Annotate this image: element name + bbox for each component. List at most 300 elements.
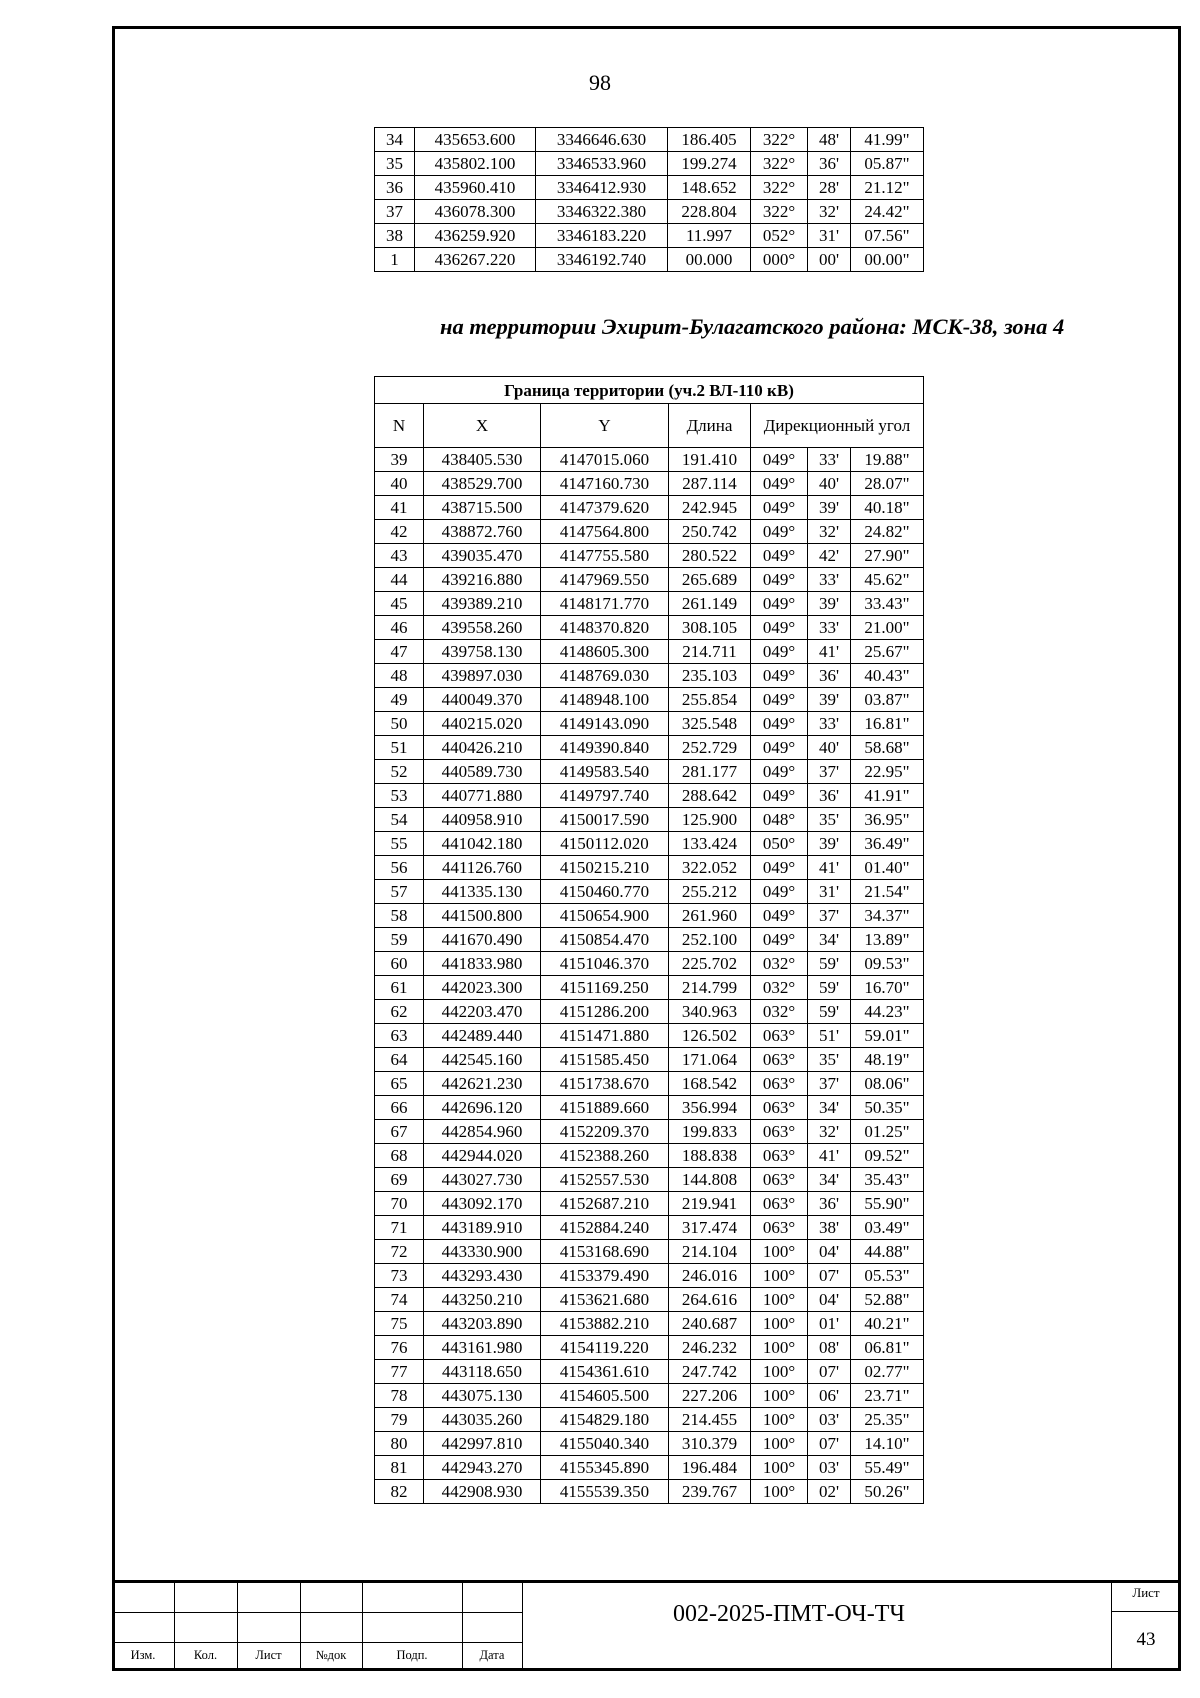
angle-minutes-cell: 59' [808, 1000, 851, 1024]
angle-degrees-cell: 100° [751, 1432, 808, 1456]
y-coordinate-cell: 4149583.540 [541, 760, 669, 784]
y-coordinate-cell: 4149797.740 [541, 784, 669, 808]
coordinates-table-continued [374, 127, 924, 272]
y-coordinate-cell: 4150017.590 [541, 808, 669, 832]
y-coordinate-cell: 4153379.490 [541, 1264, 669, 1288]
angle-seconds-cell: 55.90" [851, 1192, 924, 1216]
angle-seconds-cell: 25.67" [851, 640, 924, 664]
point-number-cell: 56 [375, 856, 424, 880]
length-cell: 252.729 [669, 736, 751, 760]
angle-seconds-cell: 25.35" [851, 1408, 924, 1432]
stamp-label-change: Изм. [130, 1648, 156, 1662]
table-row [375, 1432, 924, 1456]
header-n: N [375, 404, 424, 448]
length-cell: 11.997 [668, 224, 751, 248]
table-row [375, 808, 924, 832]
point-number-cell: 35 [375, 152, 415, 176]
length-cell: 340.963 [669, 1000, 751, 1024]
length-cell: 199.274 [668, 152, 751, 176]
y-coordinate-cell: 4155040.340 [541, 1432, 669, 1456]
table-row [375, 1408, 924, 1432]
angle-seconds-cell: 19.88" [851, 448, 924, 472]
y-coordinate-cell: 4153621.680 [541, 1288, 669, 1312]
angle-degrees-cell: 063° [751, 1216, 808, 1240]
length-cell: 265.689 [669, 568, 751, 592]
x-coordinate-cell: 443075.130 [424, 1384, 541, 1408]
angle-degrees-cell: 049° [751, 904, 808, 928]
length-cell: 308.105 [669, 616, 751, 640]
point-number-cell: 74 [375, 1288, 424, 1312]
table-row [375, 1000, 924, 1024]
table-row [375, 1336, 924, 1360]
angle-minutes-cell: 32' [808, 200, 851, 224]
table-row [375, 248, 924, 272]
y-coordinate-cell: 4154361.610 [541, 1360, 669, 1384]
angle-minutes-cell: 36' [808, 152, 851, 176]
angle-seconds-cell: 52.88" [851, 1288, 924, 1312]
x-coordinate-cell: 439758.130 [424, 640, 541, 664]
angle-degrees-cell: 049° [751, 736, 808, 760]
angle-degrees-cell: 063° [751, 1096, 808, 1120]
length-cell: 133.424 [669, 832, 751, 856]
angle-seconds-cell: 50.26" [851, 1480, 924, 1504]
point-number-cell: 62 [375, 1000, 424, 1024]
y-coordinate-cell: 4151286.200 [541, 1000, 669, 1024]
y-coordinate-cell: 4155345.890 [541, 1456, 669, 1480]
y-coordinate-cell: 4148769.030 [541, 664, 669, 688]
point-number-cell: 71 [375, 1216, 424, 1240]
length-cell: 287.114 [669, 472, 751, 496]
angle-minutes-cell: 36' [808, 664, 851, 688]
angle-seconds-cell: 21.00" [851, 616, 924, 640]
y-coordinate-cell: 4151471.880 [541, 1024, 669, 1048]
angle-degrees-cell: 049° [751, 592, 808, 616]
angle-minutes-cell: 34' [808, 1168, 851, 1192]
angle-degrees-cell: 049° [751, 760, 808, 784]
table-row [375, 520, 924, 544]
point-number-cell: 52 [375, 760, 424, 784]
point-number-cell: 59 [375, 928, 424, 952]
x-coordinate-cell: 441335.130 [424, 880, 541, 904]
angle-minutes-cell: 28' [808, 176, 851, 200]
table-row [375, 1192, 924, 1216]
length-cell: 196.484 [669, 1456, 751, 1480]
x-coordinate-cell: 442944.020 [424, 1144, 541, 1168]
x-coordinate-cell: 443027.730 [424, 1168, 541, 1192]
y-coordinate-cell: 4153882.210 [541, 1312, 669, 1336]
angle-minutes-cell: 07' [808, 1432, 851, 1456]
x-coordinate-cell: 442997.810 [424, 1432, 541, 1456]
point-number-cell: 65 [375, 1072, 424, 1096]
angle-degrees-cell: 049° [751, 520, 808, 544]
x-coordinate-cell: 438715.500 [424, 496, 541, 520]
length-cell: 252.100 [669, 928, 751, 952]
angle-degrees-cell: 100° [751, 1384, 808, 1408]
document-code: 002-2025-ПМТ-ОЧ-ТЧ [673, 1601, 905, 1627]
point-number-cell: 67 [375, 1120, 424, 1144]
table-row [375, 928, 924, 952]
x-coordinate-cell: 442545.160 [424, 1048, 541, 1072]
x-coordinate-cell: 442489.440 [424, 1024, 541, 1048]
length-cell: 00.000 [668, 248, 751, 272]
angle-seconds-cell: 01.40" [851, 856, 924, 880]
table-row [375, 832, 924, 856]
table-row [375, 1480, 924, 1504]
y-coordinate-cell: 4150654.900 [541, 904, 669, 928]
sheet-number: 43 [1136, 1629, 1156, 1650]
length-cell: 322.052 [669, 856, 751, 880]
y-coordinate-cell: 4152388.260 [541, 1144, 669, 1168]
angle-minutes-cell: 02' [808, 1480, 851, 1504]
table-row [375, 1288, 924, 1312]
y-coordinate-cell: 4148370.820 [541, 616, 669, 640]
table-row [375, 952, 924, 976]
x-coordinate-cell: 441833.980 [424, 952, 541, 976]
angle-minutes-cell: 35' [808, 1048, 851, 1072]
angle-seconds-cell: 24.42" [851, 200, 924, 224]
angle-minutes-cell: 03' [808, 1456, 851, 1480]
x-coordinate-cell: 439216.880 [424, 568, 541, 592]
table-row [375, 472, 924, 496]
point-number-cell: 43 [375, 544, 424, 568]
point-number-cell: 45 [375, 592, 424, 616]
angle-minutes-cell: 40' [808, 472, 851, 496]
angle-seconds-cell: 03.87" [851, 688, 924, 712]
angle-minutes-cell: 04' [808, 1240, 851, 1264]
angle-seconds-cell: 28.07" [851, 472, 924, 496]
table-row [375, 1216, 924, 1240]
angle-seconds-cell: 45.62" [851, 568, 924, 592]
length-cell: 280.522 [669, 544, 751, 568]
angle-minutes-cell: 59' [808, 952, 851, 976]
angle-seconds-cell: 23.71" [851, 1384, 924, 1408]
angle-seconds-cell: 00.00" [851, 248, 924, 272]
angle-minutes-cell: 34' [808, 928, 851, 952]
length-cell: 219.941 [669, 1192, 751, 1216]
x-coordinate-cell: 442908.930 [424, 1480, 541, 1504]
y-coordinate-cell: 4152557.530 [541, 1168, 669, 1192]
stamp-rule [1111, 1611, 1181, 1612]
table-row [375, 640, 924, 664]
point-number-cell: 34 [375, 128, 415, 152]
table-row [375, 1024, 924, 1048]
angle-minutes-cell: 51' [808, 1024, 851, 1048]
angle-minutes-cell: 37' [808, 1072, 851, 1096]
x-coordinate-cell: 443293.430 [424, 1264, 541, 1288]
angle-seconds-cell: 06.81" [851, 1336, 924, 1360]
angle-seconds-cell: 55.49" [851, 1456, 924, 1480]
angle-seconds-cell: 27.90" [851, 544, 924, 568]
point-number-cell: 50 [375, 712, 424, 736]
table-row [375, 1048, 924, 1072]
length-cell: 214.711 [669, 640, 751, 664]
length-cell: 325.548 [669, 712, 751, 736]
y-coordinate-cell: 4150854.470 [541, 928, 669, 952]
angle-degrees-cell: 032° [751, 952, 808, 976]
angle-minutes-cell: 48' [808, 128, 851, 152]
angle-degrees-cell: 322° [751, 152, 808, 176]
angle-degrees-cell: 063° [751, 1072, 808, 1096]
length-cell: 264.616 [669, 1288, 751, 1312]
table-row [375, 176, 924, 200]
point-number-cell: 80 [375, 1432, 424, 1456]
angle-minutes-cell: 00' [808, 248, 851, 272]
angle-seconds-cell: 05.53" [851, 1264, 924, 1288]
point-number-cell: 64 [375, 1048, 424, 1072]
stamp-label-date: Дата [479, 1648, 505, 1662]
header-direction-angle: Дирекционный угол [751, 404, 924, 448]
length-cell: 261.960 [669, 904, 751, 928]
angle-degrees-cell: 100° [751, 1336, 808, 1360]
table-row [375, 200, 924, 224]
x-coordinate-cell: 443189.910 [424, 1216, 541, 1240]
stamp-label-doc-number: №док [315, 1648, 347, 1662]
y-coordinate-cell: 4154119.220 [541, 1336, 669, 1360]
y-coordinate-cell: 4151889.660 [541, 1096, 669, 1120]
angle-seconds-cell: 16.70" [851, 976, 924, 1000]
point-number-cell: 49 [375, 688, 424, 712]
point-number-cell: 75 [375, 1312, 424, 1336]
table-row [375, 1360, 924, 1384]
angle-degrees-cell: 049° [751, 856, 808, 880]
length-cell: 255.854 [669, 688, 751, 712]
y-coordinate-cell: 4147969.550 [541, 568, 669, 592]
angle-degrees-cell: 100° [751, 1240, 808, 1264]
angle-degrees-cell: 063° [751, 1048, 808, 1072]
y-coordinate-cell: 4154605.500 [541, 1384, 669, 1408]
length-cell: 240.687 [669, 1312, 751, 1336]
point-number-cell: 73 [375, 1264, 424, 1288]
point-number-cell: 1 [375, 248, 415, 272]
x-coordinate-cell: 443035.260 [424, 1408, 541, 1432]
point-number-cell: 39 [375, 448, 424, 472]
angle-minutes-cell: 40' [808, 736, 851, 760]
angle-minutes-cell: 32' [808, 1120, 851, 1144]
length-cell: 310.379 [669, 1432, 751, 1456]
angle-degrees-cell: 049° [751, 688, 808, 712]
header-x: X [424, 404, 541, 448]
x-coordinate-cell: 435802.100 [415, 152, 536, 176]
angle-seconds-cell: 09.53" [851, 952, 924, 976]
x-coordinate-cell: 436078.300 [415, 200, 536, 224]
angle-seconds-cell: 40.21" [851, 1312, 924, 1336]
angle-degrees-cell: 048° [751, 808, 808, 832]
angle-minutes-cell: 34' [808, 1096, 851, 1120]
angle-minutes-cell: 04' [808, 1288, 851, 1312]
table-row [375, 1120, 924, 1144]
angle-seconds-cell: 07.56" [851, 224, 924, 248]
x-coordinate-cell: 435653.600 [415, 128, 536, 152]
angle-degrees-cell: 049° [751, 568, 808, 592]
angle-degrees-cell: 100° [751, 1360, 808, 1384]
angle-minutes-cell: 08' [808, 1336, 851, 1360]
angle-minutes-cell: 39' [808, 592, 851, 616]
angle-degrees-cell: 032° [751, 976, 808, 1000]
table-row [375, 976, 924, 1000]
angle-minutes-cell: 39' [808, 688, 851, 712]
point-number-cell: 57 [375, 880, 424, 904]
angle-degrees-cell: 322° [751, 176, 808, 200]
header-y: Y [541, 404, 669, 448]
angle-degrees-cell: 063° [751, 1144, 808, 1168]
stamp-rule [112, 1612, 522, 1613]
angle-minutes-cell: 59' [808, 976, 851, 1000]
y-coordinate-cell: 3346192.740 [536, 248, 668, 272]
y-coordinate-cell: 4150215.210 [541, 856, 669, 880]
sheet-label: Лист [1132, 1585, 1160, 1600]
angle-seconds-cell: 03.49" [851, 1216, 924, 1240]
angle-seconds-cell: 21.12" [851, 176, 924, 200]
x-coordinate-cell: 440958.910 [424, 808, 541, 832]
stamp-label-quantity: Кол. [193, 1648, 218, 1662]
length-cell: 148.652 [668, 176, 751, 200]
y-coordinate-cell: 4151046.370 [541, 952, 669, 976]
x-coordinate-cell: 443330.900 [424, 1240, 541, 1264]
table-row [375, 880, 924, 904]
angle-minutes-cell: 39' [808, 496, 851, 520]
x-coordinate-cell: 440589.730 [424, 760, 541, 784]
table-row [375, 1168, 924, 1192]
point-number-cell: 78 [375, 1384, 424, 1408]
point-number-cell: 76 [375, 1336, 424, 1360]
stamp-rule [112, 1642, 522, 1643]
angle-degrees-cell: 100° [751, 1264, 808, 1288]
x-coordinate-cell: 435960.410 [415, 176, 536, 200]
point-number-cell: 46 [375, 616, 424, 640]
title-block [112, 1580, 1181, 1671]
table-row [375, 592, 924, 616]
angle-seconds-cell: 40.18" [851, 496, 924, 520]
table-row [375, 544, 924, 568]
point-number-cell: 68 [375, 1144, 424, 1168]
length-cell: 247.742 [669, 1360, 751, 1384]
y-coordinate-cell: 4150460.770 [541, 880, 669, 904]
table-row [375, 448, 924, 472]
x-coordinate-cell: 440426.210 [424, 736, 541, 760]
table-row [375, 152, 924, 176]
y-coordinate-cell: 4148948.100 [541, 688, 669, 712]
stamp-label-signature: Подп. [396, 1648, 428, 1662]
point-number-cell: 72 [375, 1240, 424, 1264]
y-coordinate-cell: 3346533.960 [536, 152, 668, 176]
length-cell: 225.702 [669, 952, 751, 976]
angle-degrees-cell: 049° [751, 616, 808, 640]
table-row [375, 224, 924, 248]
x-coordinate-cell: 441126.760 [424, 856, 541, 880]
x-coordinate-cell: 438529.700 [424, 472, 541, 496]
angle-seconds-cell: 48.19" [851, 1048, 924, 1072]
angle-seconds-cell: 35.43" [851, 1168, 924, 1192]
table-row [375, 1312, 924, 1336]
length-cell: 199.833 [669, 1120, 751, 1144]
length-cell: 171.064 [669, 1048, 751, 1072]
x-coordinate-cell: 442943.270 [424, 1456, 541, 1480]
x-coordinate-cell: 440771.880 [424, 784, 541, 808]
angle-minutes-cell: 33' [808, 448, 851, 472]
angle-minutes-cell: 07' [808, 1360, 851, 1384]
length-cell: 317.474 [669, 1216, 751, 1240]
point-number-cell: 37 [375, 200, 415, 224]
y-coordinate-cell: 4151738.670 [541, 1072, 669, 1096]
angle-minutes-cell: 36' [808, 1192, 851, 1216]
angle-degrees-cell: 322° [751, 128, 808, 152]
point-number-cell: 41 [375, 496, 424, 520]
angle-seconds-cell: 24.82" [851, 520, 924, 544]
table-row [375, 736, 924, 760]
angle-degrees-cell: 063° [751, 1168, 808, 1192]
length-cell: 214.799 [669, 976, 751, 1000]
angle-minutes-cell: 37' [808, 760, 851, 784]
point-number-cell: 61 [375, 976, 424, 1000]
x-coordinate-cell: 443250.210 [424, 1288, 541, 1312]
angle-degrees-cell: 049° [751, 640, 808, 664]
angle-degrees-cell: 052° [751, 224, 808, 248]
length-cell: 125.900 [669, 808, 751, 832]
angle-degrees-cell: 063° [751, 1120, 808, 1144]
y-coordinate-cell: 4151169.250 [541, 976, 669, 1000]
angle-seconds-cell: 41.99" [851, 128, 924, 152]
table-row [375, 784, 924, 808]
header-length: Длина [669, 404, 751, 448]
point-number-cell: 36 [375, 176, 415, 200]
region-caption: на территории Эхирит-Булагатского района: МСК-38, зона 4 [440, 314, 1065, 339]
angle-seconds-cell: 02.77" [851, 1360, 924, 1384]
point-number-cell: 44 [375, 568, 424, 592]
length-cell: 281.177 [669, 760, 751, 784]
angle-degrees-cell: 032° [751, 1000, 808, 1024]
angle-minutes-cell: 37' [808, 904, 851, 928]
angle-minutes-cell: 31' [808, 880, 851, 904]
y-coordinate-cell: 3346412.930 [536, 176, 668, 200]
x-coordinate-cell: 443092.170 [424, 1192, 541, 1216]
table-row [375, 1096, 924, 1120]
point-number-cell: 51 [375, 736, 424, 760]
y-coordinate-cell: 4147379.620 [541, 496, 669, 520]
angle-minutes-cell: 38' [808, 1216, 851, 1240]
angle-minutes-cell: 01' [808, 1312, 851, 1336]
length-cell: 214.104 [669, 1240, 751, 1264]
point-number-cell: 60 [375, 952, 424, 976]
angle-degrees-cell: 049° [751, 496, 808, 520]
length-cell: 235.103 [669, 664, 751, 688]
point-number-cell: 54 [375, 808, 424, 832]
table-row [375, 856, 924, 880]
angle-seconds-cell: 21.54" [851, 880, 924, 904]
table-row [375, 904, 924, 928]
angle-minutes-cell: 31' [808, 224, 851, 248]
page-number: 98 [589, 70, 611, 95]
length-cell: 288.642 [669, 784, 751, 808]
angle-degrees-cell: 100° [751, 1288, 808, 1312]
y-coordinate-cell: 4147755.580 [541, 544, 669, 568]
angle-degrees-cell: 049° [751, 880, 808, 904]
angle-seconds-cell: 13.89" [851, 928, 924, 952]
length-cell: 246.232 [669, 1336, 751, 1360]
point-number-cell: 53 [375, 784, 424, 808]
angle-seconds-cell: 22.95" [851, 760, 924, 784]
angle-minutes-cell: 07' [808, 1264, 851, 1288]
y-coordinate-cell: 4149390.840 [541, 736, 669, 760]
angle-degrees-cell: 063° [751, 1192, 808, 1216]
length-cell: 144.808 [669, 1168, 751, 1192]
angle-seconds-cell: 58.68" [851, 736, 924, 760]
y-coordinate-cell: 4148171.770 [541, 592, 669, 616]
angle-seconds-cell: 08.06" [851, 1072, 924, 1096]
angle-minutes-cell: 41' [808, 1144, 851, 1168]
x-coordinate-cell: 436259.920 [415, 224, 536, 248]
x-coordinate-cell: 442023.300 [424, 976, 541, 1000]
length-cell: 191.410 [669, 448, 751, 472]
